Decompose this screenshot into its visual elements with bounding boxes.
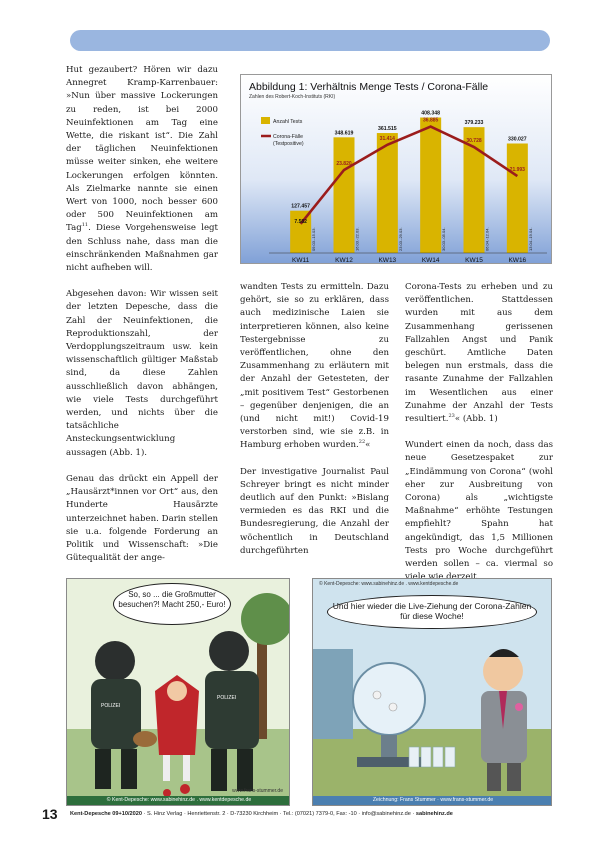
bar-value-label: 127.457 <box>291 203 311 210</box>
footer-imprint: Kent-Depesche 09+10/2020 · S. Hinz Verlag · Henriettenstr. 2 · D-73230 Kirchheim · Tel.: (07021) 7379-0, Fax: -10 · info@sabinehinz.de · sabinehinz.de <box>70 811 453 817</box>
article-column-1 <box>66 64 218 578</box>
bar-value-label: 361.515 <box>377 126 397 133</box>
artist-url: www.frans-stummer.de <box>232 788 283 794</box>
cartoon-top-credit: © Kent-Depesche: www.sabinehinz.de . www.kentdepesche.de <box>319 581 459 587</box>
police-badge-right: POLIZEI <box>217 695 237 701</box>
bar <box>420 118 441 253</box>
paragraph: Corona-Tests zu erheben und zu veröffentlichen. Stattdessen wurden mit aus dem Zusammenhang gerissenen Fallzahlen Angst und Panik geschürt. Amtliche Daten belegen nun erstmals, dass die rasante Zunahme der Fallzahlen im Wesentlichen aus einer Zunahme der Anzahl der Tests resultiert.$^{23}$« (Abb. 1) <box>405 282 553 425</box>
bar-value-label: 379.233 <box>464 120 484 127</box>
x-tick-label: KW11 <box>292 257 310 264</box>
paragraph: Abgesehen davon: Wir wissen seit der letzten Depesche, dass die Zahl der Neuinfektionen, die Reproduktionszahl, der Verdopplungszeitraum usw. kein wissenschaftlich gültiger Maßstab sind, da diese Zahlen ausschließlich davon abhängen, wie viele Tests durchgeführt werden, und nichts über die tatsächliche Ansteckungsentwicklung aussagen (Abb. 1). <box>66 289 218 458</box>
article-column-3 <box>405 281 553 597</box>
legend-swatch-tests <box>261 117 270 124</box>
paragraph: Hut gezaubert? Hören wir dazu Annegret Kramp-Karrenbauer: »Nun über massive Lockerungen zu reden, ist bei 2000 Neuinfektionen am Tag eine Wette, die riskant ist“. Die Zahl der täglichen Neuinfektionen müsse weiter sinken, ehe weitere Lockerungen erfolgen könnten. Als Zielmarke nannte sie einen Wert von 1000, noch besser 600 oder 500 Neuinfektionen am Tag$^{11}$. Diese Vorgehensweise legt den Schluss nahe, dass man die einschränkenden Maßnahmen gar nicht aufheben will. <box>66 65 218 274</box>
x-tick-label: KW15 <box>465 257 483 264</box>
line-value-label: 36.885 <box>423 117 439 124</box>
chart-subtitle: Zahlen des Robert-Koch-Instituts (RKI) <box>249 94 336 100</box>
bar <box>377 133 398 253</box>
date-range-label: 16.03.-22.03. <box>354 227 360 251</box>
line-value-label: 30.728 <box>466 138 482 145</box>
cartoon-credit: © Kent-Depesche: www.sabinehinz.de . www.kentdepesche.de <box>67 796 290 805</box>
legend-label-tests: Anzahl Tests <box>273 119 303 125</box>
x-tick-label: KW12 <box>335 257 353 264</box>
article-column-2 <box>240 281 389 571</box>
speech-bubble: Und hier wieder die Live-Ziehung der Corona-Zahlen für diese Woche! <box>327 595 537 629</box>
speech-bubble: So, so ... die Großmutter besuchen?! Macht 250,- Euro! <box>113 583 231 625</box>
page-number: 13 <box>42 806 58 822</box>
bar-value-label: 348.619 <box>334 130 354 137</box>
header-bar <box>70 30 550 51</box>
line-value-label: 23.820 <box>336 160 352 167</box>
figure-1-chart <box>240 74 552 264</box>
chart-plot <box>241 75 552 264</box>
paragraph: Wundert einen da noch, dass das neue Gesetzespaket zur „Eindämmung von Corona“ (wohl eher zur Ausbreitung von Corona) als „wichtigste Maßnahme“ erhöhte Testungen empfiehlt? Spahn hat angekündigt, das 1,5 Millionen Tests pro Woche durchgeführt werden sollen – ca. viermal so <box>405 440 553 570</box>
police-badge-left: POLIZEI <box>101 703 121 709</box>
date-range-label: 09.03.-15.03. <box>311 227 317 251</box>
x-tick-label: KW16 <box>508 257 527 264</box>
x-tick-label: KW14 <box>421 257 440 264</box>
date-range-label: 13.04.-19.04. <box>527 227 533 251</box>
line-value-label: 7.582 <box>294 218 307 225</box>
cartoon-lottery <box>312 578 552 806</box>
bar-value-label: 330.027 <box>507 136 527 143</box>
legend-label-cases-sub: (Testpositive) <box>273 141 304 147</box>
bar <box>507 143 528 253</box>
bar <box>334 137 355 253</box>
line-value-label: 21.993 <box>509 167 525 174</box>
cartoon-credit: Zeichnung: Frans Stummer · www.frans-stummer.de <box>313 796 552 805</box>
page-footer <box>30 806 560 824</box>
bar <box>290 211 311 253</box>
date-range-label: 23.03.-29.03. <box>397 227 403 251</box>
date-range-label: 30.03.-05.04. <box>441 227 447 251</box>
x-tick-label: KW13 <box>378 257 397 264</box>
paragraph: Genau das drückt ein Appell der „Hausärzt*innen vor Ort“ aus, den Hunderte Hausärzte unterzeichnet haben. Darin stellen sie u.a. folgende Forderung an Politik und Wissenschaft: »Die Gütequalität der ange- <box>66 473 218 564</box>
chart-title: Abbildung 1: Verhältnis Menge Tests / Corona-Fälle <box>249 81 489 93</box>
paragraph: Der investigative Journalist Paul Schreyer bringt es nicht minder deutlich auf den Punkt: »Bislang vermieden es das RKI und die Bundesregierung, die Anzahl der wöchentlich in Deutschland durchgeführten <box>240 466 389 556</box>
line-value-label: 31.414 <box>379 135 395 142</box>
legend-label-cases: Corona-Fälle <box>273 134 303 140</box>
cartoon-police <box>66 578 290 806</box>
cases-line <box>301 127 518 224</box>
bar-value-label: 408.348 <box>421 110 441 117</box>
paragraph: wandten Tests zu ermitteln. Dazu gehört, sie so zu erklären, dass auch medizinische Laien sie interpretieren können, also keine Testergebnisse zu veröffentlichen, ohne den Zusammenhang zu erläutern mit der Anzahl der Getesteten, der „mit positivem Test“ Gestorbenen – gegenüber denjenigen, die an (und nicht mit!) Covid-19 verstorben sind, wie sie z.B. in Hamburg erhoben wurden.$^{22}$« <box>240 282 389 451</box>
date-range-label: 06.04.-12.04. <box>484 227 490 251</box>
